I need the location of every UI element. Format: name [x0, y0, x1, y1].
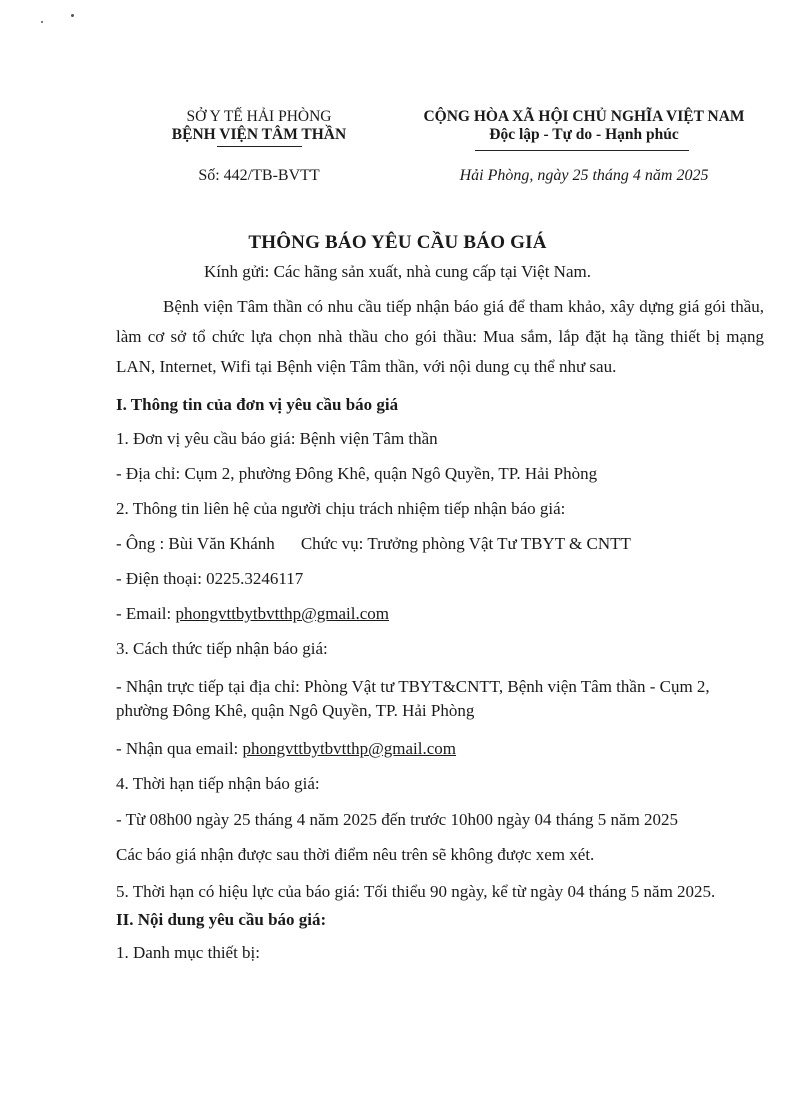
equipment-list-label: 1. Danh mục thiết bị: — [116, 943, 261, 962]
addressee: Kính gửi: Các hãng sản xuất, nhà cung cấp tại Việt Nam. — [204, 262, 591, 281]
issuer-underline — [217, 146, 302, 147]
national-header — [398, 108, 770, 144]
section-1-heading: I. Thông tin của đơn vị yêu cầu báo giá — [116, 395, 399, 414]
national-motto: Độc lập - Tự do - Hạnh phúc — [489, 126, 679, 143]
contact-email-line — [116, 604, 776, 624]
contact-position: Chức vụ: Trưởng phòng Vật Tư TBYT & CNTT — [300, 534, 631, 553]
receipt-email-link[interactable]: phongvttbytbvtthp@gmail.com — [242, 739, 457, 758]
place-and-date: Hải Phòng, ngày 25 tháng 4 năm 2025 — [459, 167, 709, 184]
intro-paragraph: Bệnh viện Tâm thần có nhu cầu tiếp nhận báo giá để tham khảo, xây dựng giá gói thầu, làm cơ sở tổ chức lựa chọn nhà thầu cho gói thầu: Mua sắm, lắp đặt hạ tầng thiết bị mạng LAN, Internet, Wifi tại Bệnh viện Tâm thần, với nội dung cụ thể như sau. — [116, 297, 764, 376]
receipt-email-line — [116, 739, 776, 759]
receipt-direct: - Nhận trực tiếp tại địa chỉ: Phòng Vật tư TBYT&CNTT, Bệnh viện Tâm thần - Cụm 2, phường Đông Khê, quận Ngô Quyền, TP. Hải Phòng — [116, 677, 710, 720]
motto-underline — [475, 150, 689, 151]
document-number: Số: 442/TB-BVTT — [198, 167, 320, 184]
contact-email-link[interactable]: phongvttbytbvtthp@gmail.com — [175, 604, 389, 623]
country-name: CỘNG HÒA XÃ HỘI CHỦ NGHĨA VIỆT NAM — [423, 108, 745, 125]
scan-speck — [41, 21, 43, 23]
contact-person: - Ông : Bùi Văn Khánh — [116, 534, 275, 553]
document-title: THÔNG BÁO YÊU CẦU BÁO GIÁ — [248, 232, 547, 253]
scan-speck — [71, 14, 74, 17]
contact-phone: - Điện thoại: 0225.3246117 — [116, 569, 304, 588]
issuer-block — [114, 108, 404, 144]
department-name: SỞ Y TẾ HẢI PHÒNG — [186, 108, 332, 125]
hospital-name: BỆNH VIỆN TÂM THẦN — [171, 126, 347, 143]
deadline-label: 4. Thời hạn tiếp nhận báo giá: — [116, 774, 320, 793]
contact-person-line — [116, 534, 776, 554]
requesting-unit: 1. Đơn vị yêu cầu báo giá: Bệnh viện Tâm thần — [116, 429, 438, 448]
deadline-period: - Từ 08h00 ngày 25 tháng 4 năm 2025 đến trước 10h00 ngày 04 tháng 5 năm 2025 — [116, 810, 679, 829]
receipt-email-label: - Nhận qua email: — [116, 739, 243, 758]
contact-info-label: 2. Thông tin liên hệ của người chịu trách nhiệm tiếp nhận báo giá: — [116, 499, 566, 518]
late-submission-note: Các báo giá nhận được sau thời điểm nêu trên sẽ không được xem xét. — [116, 845, 595, 864]
email-label: - Email: — [116, 604, 176, 623]
receipt-method-label: 3. Cách thức tiếp nhận báo giá: — [116, 639, 328, 658]
section-2-heading: II. Nội dung yêu cầu báo giá: — [116, 910, 327, 929]
validity-period: 5. Thời hạn có hiệu lực của báo giá: Tối thiểu 90 ngày, kể từ ngày 04 tháng 5 năm 2025. — [116, 882, 716, 901]
unit-address: - Địa chỉ: Cụm 2, phường Đông Khê, quận Ngô Quyền, TP. Hải Phòng — [116, 464, 598, 483]
